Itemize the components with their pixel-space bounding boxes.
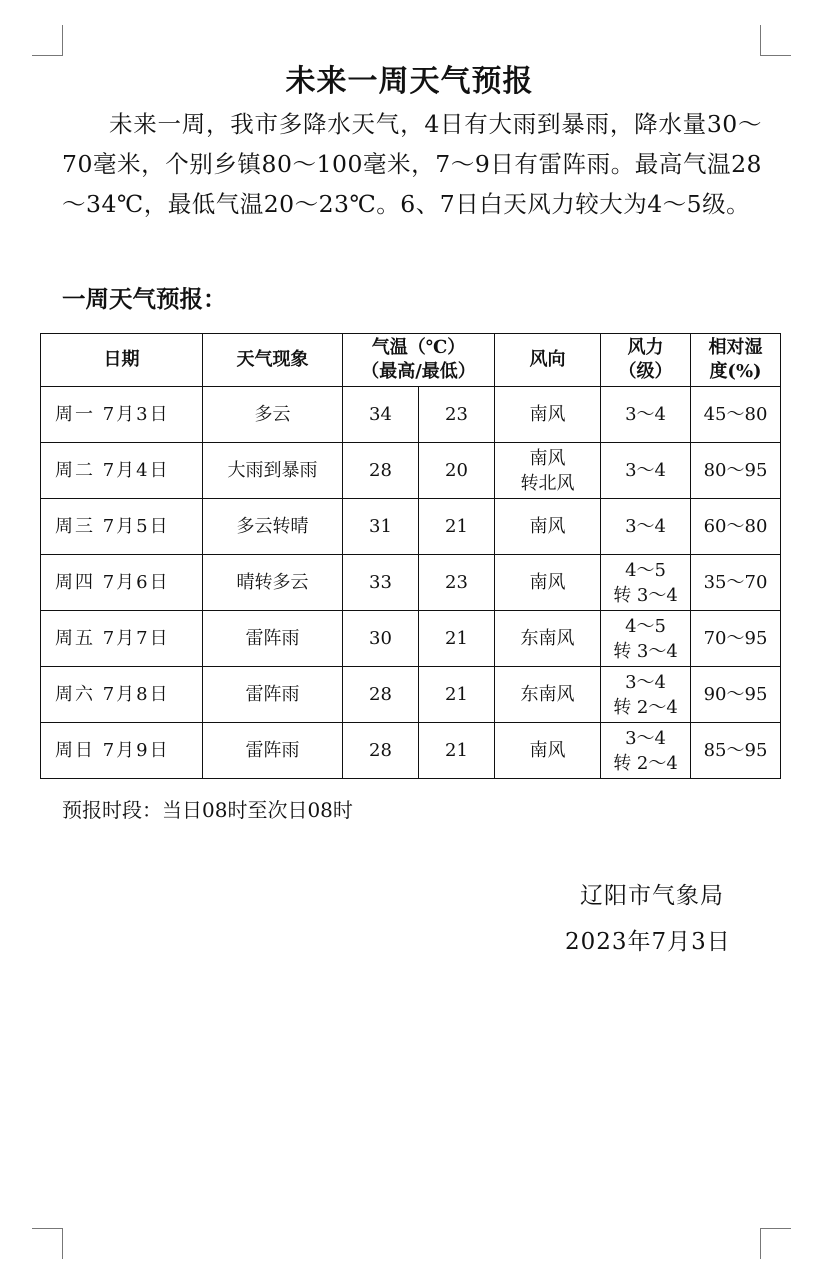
wind-direction-line1: 南风 [529, 572, 566, 593]
cell-wind-force [601, 555, 691, 611]
header-temperature-line1: 气温（℃） [371, 337, 466, 358]
wind-force-line1: 3～4 [625, 516, 666, 537]
header-temperature [343, 334, 495, 387]
wind-force-line2: 转 2～4 [613, 696, 678, 718]
header-humidity-line1: 相对湿 [708, 337, 763, 358]
wind-force-line1: 3～4 [625, 404, 666, 425]
wind-force-line2: 转 3～4 [613, 584, 678, 606]
wind-force-line2: 转 3～4 [613, 640, 678, 662]
cell-wind-direction [495, 499, 601, 555]
wind-force-line1: 3～4 [625, 460, 666, 481]
header-wind-direction: 风向 [495, 334, 601, 387]
header-humidity [691, 334, 781, 387]
wind-direction-line1: 南风 [529, 516, 566, 537]
cell-date: 周三 7月5日 [41, 499, 203, 555]
header-wind-force [601, 334, 691, 387]
cell-weather: 雷阵雨 [203, 667, 343, 723]
table-row [41, 723, 781, 779]
cell-date: 周六 7月8日 [41, 667, 203, 723]
wind-direction-line1: 南风 [529, 447, 566, 469]
table-row [41, 667, 781, 723]
crop-mark-top-left [32, 25, 63, 56]
header-humidity-line2: 度(%) [709, 361, 762, 382]
cell-humidity: 45～80 [691, 387, 781, 443]
cell-date: 周五 7月7日 [41, 611, 203, 667]
cell-wind-direction [495, 667, 601, 723]
table-row [41, 499, 781, 555]
table-header-row [41, 334, 781, 387]
cell-low-temp: 23 [419, 387, 495, 443]
forecast-period-note: 预报时段：当日08时至次日08时 [62, 798, 353, 822]
section-heading: 一周天气预报： [62, 285, 227, 313]
cell-high-temp: 34 [343, 387, 419, 443]
cell-high-temp: 28 [343, 667, 419, 723]
wind-force-line1: 4～5 [625, 615, 666, 637]
issuing-organization: 辽阳市气象局 [580, 883, 724, 909]
cell-low-temp: 23 [419, 555, 495, 611]
cell-date: 周四 7月6日 [41, 555, 203, 611]
cell-high-temp: 31 [343, 499, 419, 555]
cell-weather: 晴转多云 [203, 555, 343, 611]
table-row [41, 387, 781, 443]
cell-low-temp: 21 [419, 499, 495, 555]
header-wind-force-line2: （级） [618, 361, 673, 382]
wind-direction-line1: 南风 [529, 404, 566, 425]
table-row [41, 443, 781, 499]
cell-wind-force [601, 443, 691, 499]
cell-high-temp: 28 [343, 443, 419, 499]
wind-direction-line1: 南风 [529, 740, 566, 761]
cell-weather: 多云转晴 [203, 499, 343, 555]
crop-mark-top-right [760, 25, 791, 56]
crop-mark-bottom-right [760, 1228, 791, 1259]
cell-wind-direction [495, 387, 601, 443]
cell-humidity: 80～95 [691, 443, 781, 499]
cell-weather: 雷阵雨 [203, 611, 343, 667]
wind-direction-line1: 东南风 [520, 628, 575, 649]
cell-wind-force [601, 611, 691, 667]
crop-mark-bottom-left [32, 1228, 63, 1259]
wind-force-line1: 4～5 [625, 559, 666, 581]
cell-low-temp: 21 [419, 667, 495, 723]
cell-wind-force [601, 499, 691, 555]
cell-low-temp: 21 [419, 723, 495, 779]
forecast-summary: 未来一周，我市多降水天气，4日有大雨到暴雨，降水量30～70毫米，个别乡镇80～100毫米，7～9日有雷阵雨。最高气温28～34℃，最低气温20～23℃。6、7日白天风力较大为4～5级。 [62, 110, 762, 218]
cell-weather: 多云 [203, 387, 343, 443]
header-date: 日期 [41, 334, 203, 387]
cell-humidity: 60～80 [691, 499, 781, 555]
cell-wind-force [601, 667, 691, 723]
weekly-forecast-table [40, 333, 781, 779]
cell-humidity: 70～95 [691, 611, 781, 667]
cell-high-temp: 28 [343, 723, 419, 779]
cell-date: 周一 7月3日 [41, 387, 203, 443]
cell-wind-direction [495, 555, 601, 611]
cell-humidity: 35～70 [691, 555, 781, 611]
wind-force-line1: 3～4 [625, 671, 666, 693]
wind-direction-line2: 转北风 [520, 472, 575, 494]
cell-weather: 雷阵雨 [203, 723, 343, 779]
document-title: 未来一周天气预报 [285, 64, 534, 99]
wind-force-line2: 转 2～4 [613, 752, 678, 774]
cell-wind-direction [495, 723, 601, 779]
wind-direction-line1: 东南风 [520, 684, 575, 705]
wind-force-line1: 3～4 [625, 727, 666, 749]
cell-wind-force [601, 387, 691, 443]
cell-humidity: 90～95 [691, 667, 781, 723]
cell-low-temp: 21 [419, 611, 495, 667]
cell-date: 周二 7月4日 [41, 443, 203, 499]
issue-date: 2023年7月3日 [565, 929, 731, 955]
cell-wind-force [601, 723, 691, 779]
cell-high-temp: 33 [343, 555, 419, 611]
table-row [41, 555, 781, 611]
cell-humidity: 85～95 [691, 723, 781, 779]
cell-low-temp: 20 [419, 443, 495, 499]
header-wind-force-line1: 风力 [627, 337, 664, 358]
cell-high-temp: 30 [343, 611, 419, 667]
cell-weather: 大雨到暴雨 [203, 443, 343, 499]
cell-wind-direction [495, 443, 601, 499]
header-weather: 天气现象 [203, 334, 343, 387]
cell-wind-direction [495, 611, 601, 667]
table-row [41, 611, 781, 667]
header-temperature-line2: （最高/最低） [361, 361, 476, 382]
cell-date: 周日 7月9日 [41, 723, 203, 779]
